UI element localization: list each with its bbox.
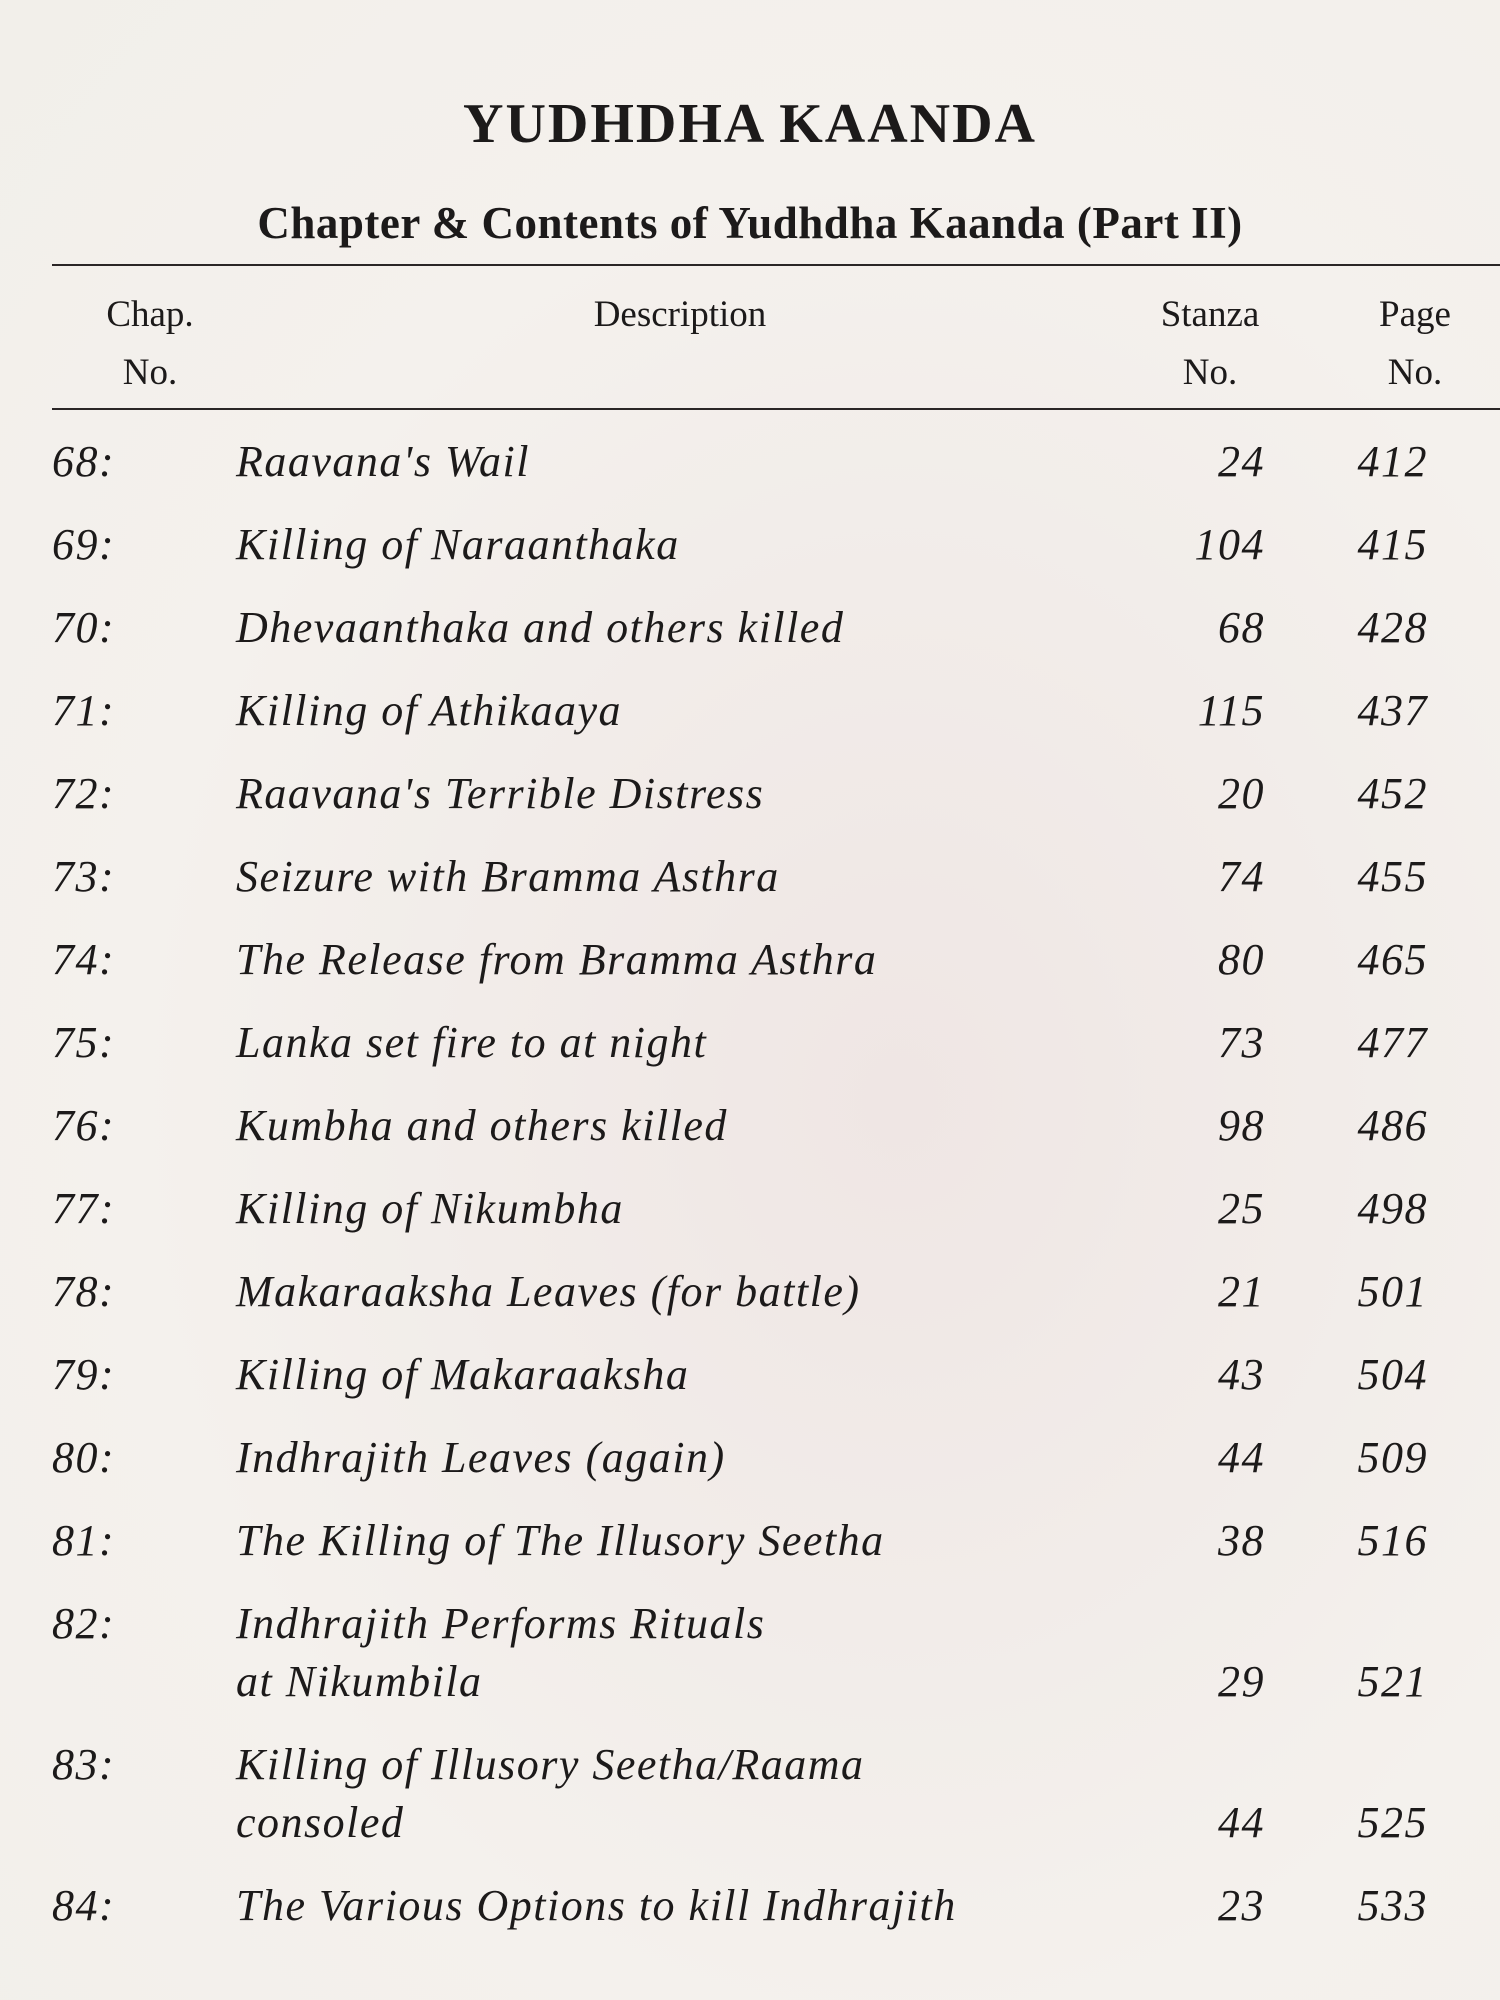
top-rule — [52, 264, 1500, 266]
page-number: 516 — [1357, 1516, 1428, 1565]
chapter-number: 77: — [52, 1184, 116, 1233]
header-rule — [52, 408, 1500, 410]
chapter-description: Killing of Illusory Seetha/Raama — [236, 1740, 865, 1789]
table-row — [0, 1004, 1500, 1087]
chapter-number: 83: — [52, 1740, 116, 1789]
table-row — [0, 1867, 1500, 1950]
chapter-description: Dhevaanthaka and others killed — [236, 603, 845, 652]
chapter-number: 74: — [52, 935, 116, 984]
stanza-count: 80 — [1218, 935, 1265, 984]
chapter-number: 73: — [52, 852, 116, 901]
page-subtitle: Chapter & Contents of Yudhdha Kaanda (Part II) — [257, 198, 1243, 248]
chapter-description: The Killing of The Illusory Seetha — [236, 1516, 885, 1565]
chapter-description: Killing of Naraanthaka — [236, 520, 680, 569]
page-number: 465 — [1357, 935, 1428, 984]
chapter-number: 76: — [52, 1101, 116, 1150]
header-page-no — [1350, 286, 1480, 402]
chapter-number: 78: — [52, 1267, 116, 1316]
chapter-description: Killing of Athikaaya — [236, 686, 623, 735]
page-number: 477 — [1357, 1018, 1428, 1067]
chapter-number: 84: — [52, 1881, 116, 1930]
table-row — [0, 838, 1500, 921]
header-chap-line1: Chap. — [106, 294, 194, 335]
table-row — [0, 921, 1500, 1004]
page-number: 455 — [1357, 852, 1428, 901]
stanza-count: 29 — [1218, 1657, 1265, 1706]
chapter-description: Indhrajith Leaves (again) — [236, 1433, 726, 1482]
chapter-number: 70: — [52, 603, 116, 652]
page-title: YUDHDHA KAANDA — [463, 93, 1037, 155]
header-stanza-line2: No. — [1182, 352, 1238, 393]
stanza-count: 23 — [1218, 1881, 1265, 1930]
table-row — [0, 1087, 1500, 1170]
contents-table — [0, 423, 1500, 1950]
chapter-number: 82: — [52, 1599, 116, 1648]
stanza-count: 73 — [1218, 1018, 1265, 1067]
stanza-count: 21 — [1218, 1267, 1265, 1316]
chapter-description: Killing of Makaraaksha — [236, 1350, 690, 1399]
page-number: 521 — [1357, 1657, 1428, 1706]
page-number: 437 — [1357, 686, 1428, 735]
table-row — [0, 672, 1500, 755]
chapter-number: 69: — [52, 520, 116, 569]
stanza-count: 44 — [1218, 1798, 1265, 1847]
page-number: 428 — [1357, 603, 1428, 652]
page-number: 412 — [1357, 437, 1428, 486]
table-row — [0, 1170, 1500, 1253]
header-description: Description — [593, 294, 767, 335]
table-row — [0, 1419, 1500, 1502]
chapter-description: Raavana's Wail — [236, 437, 531, 486]
page-number: 452 — [1357, 769, 1428, 818]
table-row — [0, 1726, 1500, 1867]
page-number: 415 — [1357, 520, 1428, 569]
chapter-number: 75: — [52, 1018, 116, 1067]
stanza-count: 98 — [1218, 1101, 1265, 1150]
page-number: 498 — [1357, 1184, 1428, 1233]
page-number: 509 — [1357, 1433, 1428, 1482]
stanza-count: 104 — [1194, 520, 1265, 569]
chapter-description: Makaraaksha Leaves (for battle) — [236, 1267, 861, 1316]
stanza-count: 38 — [1218, 1516, 1265, 1565]
stanza-count: 20 — [1218, 769, 1265, 818]
header-stanza-line1: Stanza — [1160, 294, 1260, 335]
table-row — [0, 1502, 1500, 1585]
table-row — [0, 423, 1500, 506]
table-row — [0, 589, 1500, 672]
stanza-count: 43 — [1218, 1350, 1265, 1399]
chapter-number: 71: — [52, 686, 116, 735]
page-number: 501 — [1357, 1267, 1428, 1316]
header-chap-no — [80, 286, 220, 402]
stanza-count: 115 — [1197, 686, 1265, 735]
page-number: 533 — [1357, 1881, 1428, 1930]
table-row — [0, 1585, 1500, 1726]
chapter-description: Lanka set fire to at night — [236, 1018, 708, 1067]
chapter-number: 68: — [52, 437, 116, 486]
chapter-description: The Various Options to kill Indhrajith — [236, 1881, 957, 1930]
chapter-description-continued: consoled — [236, 1798, 405, 1847]
stanza-count: 44 — [1218, 1433, 1265, 1482]
header-chap-line2: No. — [122, 352, 178, 393]
stanza-count: 74 — [1218, 852, 1265, 901]
page-number: 504 — [1357, 1350, 1428, 1399]
header-stanza-no — [1130, 286, 1290, 402]
page-number: 525 — [1357, 1798, 1428, 1847]
chapter-number: 81: — [52, 1516, 116, 1565]
stanza-count: 24 — [1218, 437, 1265, 486]
chapter-number: 79: — [52, 1350, 116, 1399]
chapter-description: Kumbha and others killed — [236, 1101, 728, 1150]
stanza-count: 25 — [1218, 1184, 1265, 1233]
chapter-description: The Release from Bramma Asthra — [236, 935, 878, 984]
table-row — [0, 1336, 1500, 1419]
chapter-number: 80: — [52, 1433, 116, 1482]
chapter-number: 72: — [52, 769, 116, 818]
page-number: 486 — [1357, 1101, 1428, 1150]
table-row — [0, 755, 1500, 838]
table-row — [0, 506, 1500, 589]
table-row — [0, 1253, 1500, 1336]
chapter-description: Raavana's Terrible Distress — [236, 769, 765, 818]
stanza-count: 68 — [1218, 603, 1265, 652]
chapter-description: Killing of Nikumbha — [236, 1184, 624, 1233]
chapter-description: Indhrajith Performs Rituals — [236, 1599, 766, 1648]
chapter-description: Seizure with Bramma Asthra — [236, 852, 780, 901]
header-page-line2: No. — [1387, 352, 1443, 393]
header-page-line1: Page — [1379, 294, 1451, 335]
chapter-description-continued: at Nikumbila — [236, 1657, 483, 1706]
